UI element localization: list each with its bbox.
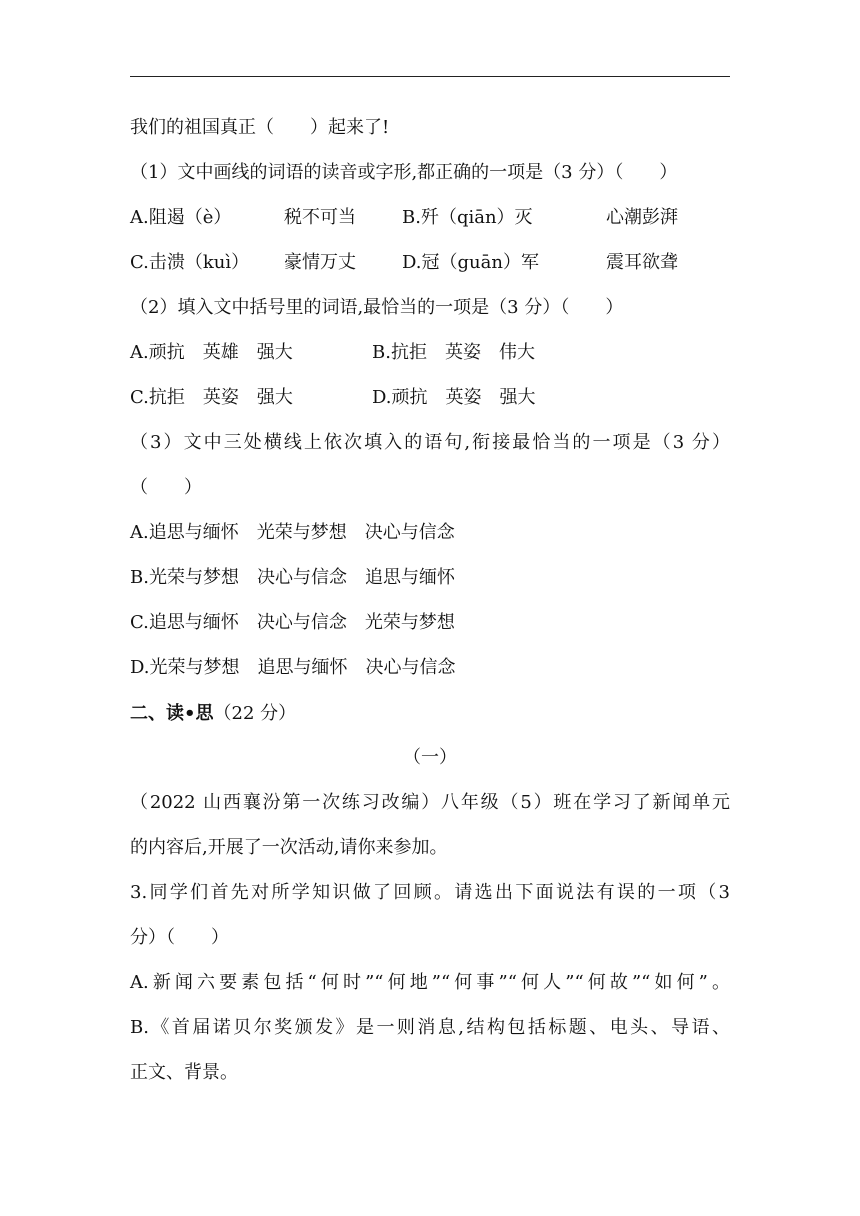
q1-row-cd <box>130 251 730 275</box>
q3-stem-bracket: （ ） <box>130 477 202 498</box>
q2-option-a: A.顽抗 英雄 强大 <box>130 342 293 363</box>
q1-option-c-word: 豪情万丈 <box>284 252 356 273</box>
q3-option-c: C.追思与缅怀 决心与信念 光荣与梦想 <box>130 612 455 633</box>
section-2-heading <box>130 702 296 726</box>
q3-stem: （3）文中三处横线上依次填入的语句,衔接最恰当的一项是（3 分） <box>130 432 730 453</box>
section-2-title: 二、读•思 <box>130 703 214 724</box>
q3-option-d: D.光荣与梦想 追思与缅怀 决心与信念 <box>130 657 456 678</box>
header-rule <box>130 76 730 77</box>
q4-option-b-line-2: 正文、背景。 <box>130 1062 238 1083</box>
q2-stem: （2）填入文中括号里的词语,最恰当的一项是（3 分）（ ） <box>130 297 624 318</box>
q2-row-ab <box>130 341 730 365</box>
q2-row-cd <box>130 386 730 410</box>
q2-option-c: C.抗拒 英姿 强大 <box>130 387 293 408</box>
q1-option-b-pinyin: B.歼（qiān）灭 <box>402 207 533 228</box>
q4-stem-line-1: 3.同学们首先对所学知识做了回顾。请选出下面说法有误的一项（3 <box>130 882 730 903</box>
intro-paragraph-line-2: 的内容后,开展了一次活动,请你来参加。 <box>130 837 448 858</box>
q1-option-b-word: 心潮彭湃 <box>606 207 678 228</box>
section-2-score: （22 分） <box>213 703 297 724</box>
q1-option-d-word: 震耳欲聋 <box>606 252 678 273</box>
q1-option-a-pinyin: A.阻遏（è） <box>130 207 232 228</box>
q1-option-c-pinyin: C.击溃（kuì） <box>130 252 250 273</box>
q1-option-d-pinyin: D.冠（guān）军 <box>402 252 539 273</box>
q1-option-a-word: 税不可当 <box>284 207 356 228</box>
q1-row-ab <box>130 206 730 230</box>
intro-line: 我们的祖国真正（ ）起来了! <box>130 117 390 138</box>
part-one-label: （一） <box>403 747 457 768</box>
q2-option-d: D.顽抗 英姿 强大 <box>372 387 536 408</box>
q4-option-b-line-1: B.《首届诺贝尔奖颁发》是一则消息,结构包括标题、电头、导语、 <box>130 1017 730 1038</box>
intro-paragraph-line-1: （2022 山西襄汾第一次练习改编）八年级（5）班在学习了新闻单元 <box>130 792 730 813</box>
q2-option-b: B.抗拒 英姿 伟大 <box>372 342 535 363</box>
q4-stem-line-2: 分）（ ） <box>130 927 229 948</box>
q3-option-a: A.追思与缅怀 光荣与梦想 决心与信念 <box>130 522 455 543</box>
q3-option-b: B.光荣与梦想 决心与信念 追思与缅怀 <box>130 567 455 588</box>
q1-stem: （1）文中画线的词语的读音或字形,都正确的一项是（3 分）（ ） <box>130 162 678 183</box>
q4-option-a: A.新闻六要素包括“何时”“何地”“何事”“何人”“何故”“如何”。 <box>130 972 730 993</box>
